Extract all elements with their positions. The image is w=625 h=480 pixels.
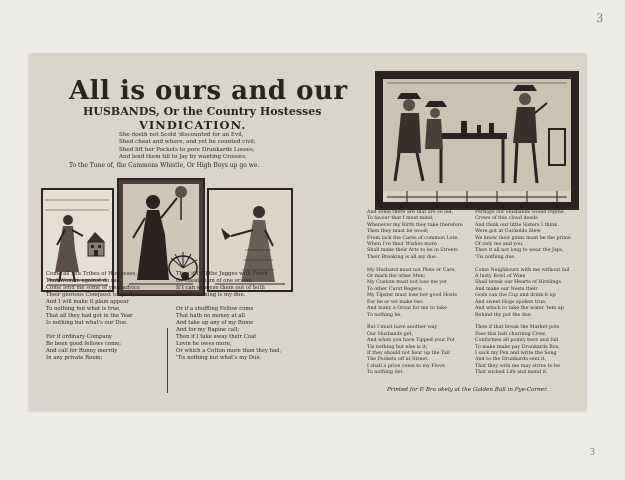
verse-line: And to the Drunkards sent it, [475, 357, 547, 363]
verse-line: For if ordinary Company [46, 334, 112, 340]
verse-line: Or if a shuffling Fellow come [176, 306, 254, 312]
verse-line: Tis nothing but else is it; [367, 344, 428, 350]
verse-line: To nothing Set. [367, 370, 405, 376]
verse-line: For he or we make two [367, 299, 424, 305]
verse-line: To other Curst Rogers; [367, 286, 423, 292]
verse-line: And sweet Hogs spoken true, [475, 299, 547, 305]
verse-line: Their glorious Conquest to quell; [46, 292, 135, 298]
verse-line: My Custom must not lose me yet [367, 280, 447, 286]
verse-line: Behind thy pot the due. [475, 312, 533, 318]
verse-line: My Husband must not Plots or Care, [367, 267, 456, 273]
verse-line: That wicked Life and mend it. [475, 370, 548, 376]
woodcut-tavern-scene [375, 71, 579, 210]
verse-line: Be been good fellows come; [46, 341, 122, 347]
verse-line: Is nothing but what's our Due. [46, 320, 128, 326]
verse-line: And when you have Tipped your Pot [367, 338, 455, 344]
verse-column-right-b [475, 210, 571, 377]
verse-line: Then it all not long to wear the Japs, [475, 248, 564, 254]
verse-line: A lusty Bowl of Wine [475, 274, 526, 280]
verse-line: Crows of this cloud deeds [475, 216, 538, 222]
verse-line: Shall break our Hearts of Hirelings [475, 280, 561, 286]
intro-verse-line: Shed cheat and whore, and yet be counted civil; [119, 139, 256, 146]
ballad-subtitle: HUSBANDS, Or the Country Hostesses [83, 105, 322, 118]
verse-line [176, 299, 281, 306]
ballad-subtitle-vindication: VINDICATION. [139, 118, 247, 132]
verse-line: If they should not hear up the Tail [367, 350, 450, 356]
verse-line: Or which a Cotton more than they had, [176, 348, 282, 354]
verse-line: But I must have another way [367, 325, 438, 331]
verse-line: That Women against do rail, [46, 278, 122, 284]
verse-line: Pass this halt churning Crew, [475, 331, 547, 337]
ballad-title: All is ours and our [69, 76, 348, 106]
verse-line: The Pockets off at Street, [367, 357, 429, 363]
verse-line: And which to take the water 'tem up [475, 306, 564, 312]
verse-line: The Reckoning is my due. [176, 292, 246, 298]
verse-line: Then if I take away their Coat [176, 334, 257, 340]
verse-line: Perhaps our Husbands would repine, [475, 210, 566, 215]
verse-line: Of only me and you, [475, 242, 524, 248]
verse-line: Their Breaking is all my due. [367, 254, 438, 260]
verse-line: To favour that I must mind, [367, 216, 434, 222]
intro-verse-line: Shed lift her Pockets to pore Drunkards Losses, [119, 146, 255, 153]
verse-column-left-a [46, 271, 140, 362]
verse-line: That they with me may strive to be [475, 363, 560, 369]
verse-line: Come Neighbours with me without fail [475, 267, 570, 273]
verse-line: 'Tis nothing but what's my Due. [176, 355, 262, 361]
verse-line: And some there are that are so led, [367, 210, 454, 215]
intro-verse-line: She doeth not Scold 'discounted for an Evil, [119, 132, 244, 138]
verse-column-left-b [176, 271, 281, 362]
printer-imprint: Printed for P. Bro okely at the Golden Ball in Pye-Corner. [387, 387, 548, 393]
verse-line: That hath no money at all [176, 313, 245, 319]
verse-line: Gods can the Cup and drink it up [475, 293, 556, 299]
verse-line: Or cheat them of one or two [176, 278, 252, 284]
verse-line: Conformes all pointy here and full [475, 338, 559, 344]
verse-line [46, 327, 140, 334]
verse-line: And many a Groat for me to take [367, 306, 447, 312]
verse-line: To make make pay Drunkards Box, [475, 344, 560, 350]
verse-line: Shall make their Arts to be in Streets [367, 248, 458, 254]
verse-line: Were got at Cuckolds Stew [475, 229, 541, 235]
intro-verse-line: And lend them till to Jay by wanting Crosses, [119, 154, 247, 161]
verse-line: And make our Nests their [475, 286, 538, 292]
verse-line: When I're their Wishes more [367, 242, 437, 248]
verse-line: To nothing be. [367, 312, 402, 318]
verse-line: 'Tis nothing due. [475, 254, 516, 260]
verse-line: In any private Room; [46, 355, 103, 361]
verse-line: And for my Rapine call; [176, 327, 240, 333]
verse-line: My Tipster must lose her good Hosts [367, 293, 457, 299]
page-number-bottom: 3 [589, 446, 595, 458]
verse-line: Come lend me some of your advice [46, 285, 140, 291]
verse-line: And call for Runny merrily [46, 348, 118, 354]
verse-line: If I can squeeze them out of both [176, 285, 265, 291]
verse-line: Lovin he owes more, [176, 341, 232, 347]
verse-line: And think our little Sisters I think [475, 222, 558, 228]
verse-column-right-a [367, 210, 463, 377]
verse-line: That all they had got in the Year [46, 313, 133, 319]
verse-line: And I will make it plain appear [46, 299, 129, 305]
verse-line: Whenever my Birth they take therefore [367, 222, 463, 228]
verse-line: I shall a price come to my Flove [367, 363, 445, 369]
verse-line: Then they must be wood; [367, 229, 429, 235]
verse-line: Then if I fill the Jugges with Froth [176, 271, 268, 277]
intro-verse [119, 132, 256, 162]
verse-line: I sack my Pen and write the Song [475, 350, 557, 356]
column-divider [167, 328, 168, 393]
verse-line: Or mark the other Men; [367, 274, 426, 280]
verse-line: From lack the Cares of common Lote, [367, 235, 459, 241]
verse-line: And take up any of my Rome [176, 320, 254, 326]
verse-line: To nothing but what is true, [46, 306, 121, 312]
verse-line: Come all you Tribes of Hostesses, [46, 271, 137, 277]
verse-line: We know their gains must be the prime [475, 235, 571, 241]
verse-line: Then if that break the Market pots [475, 325, 560, 331]
broadside-sheet [29, 54, 586, 411]
verse-line: Our Husbands get, [367, 331, 414, 337]
page-number-top: 3 [596, 10, 603, 25]
tune-line: To the Tune of, the Cammons Whistle, Or High Boys up go we. [69, 162, 260, 169]
